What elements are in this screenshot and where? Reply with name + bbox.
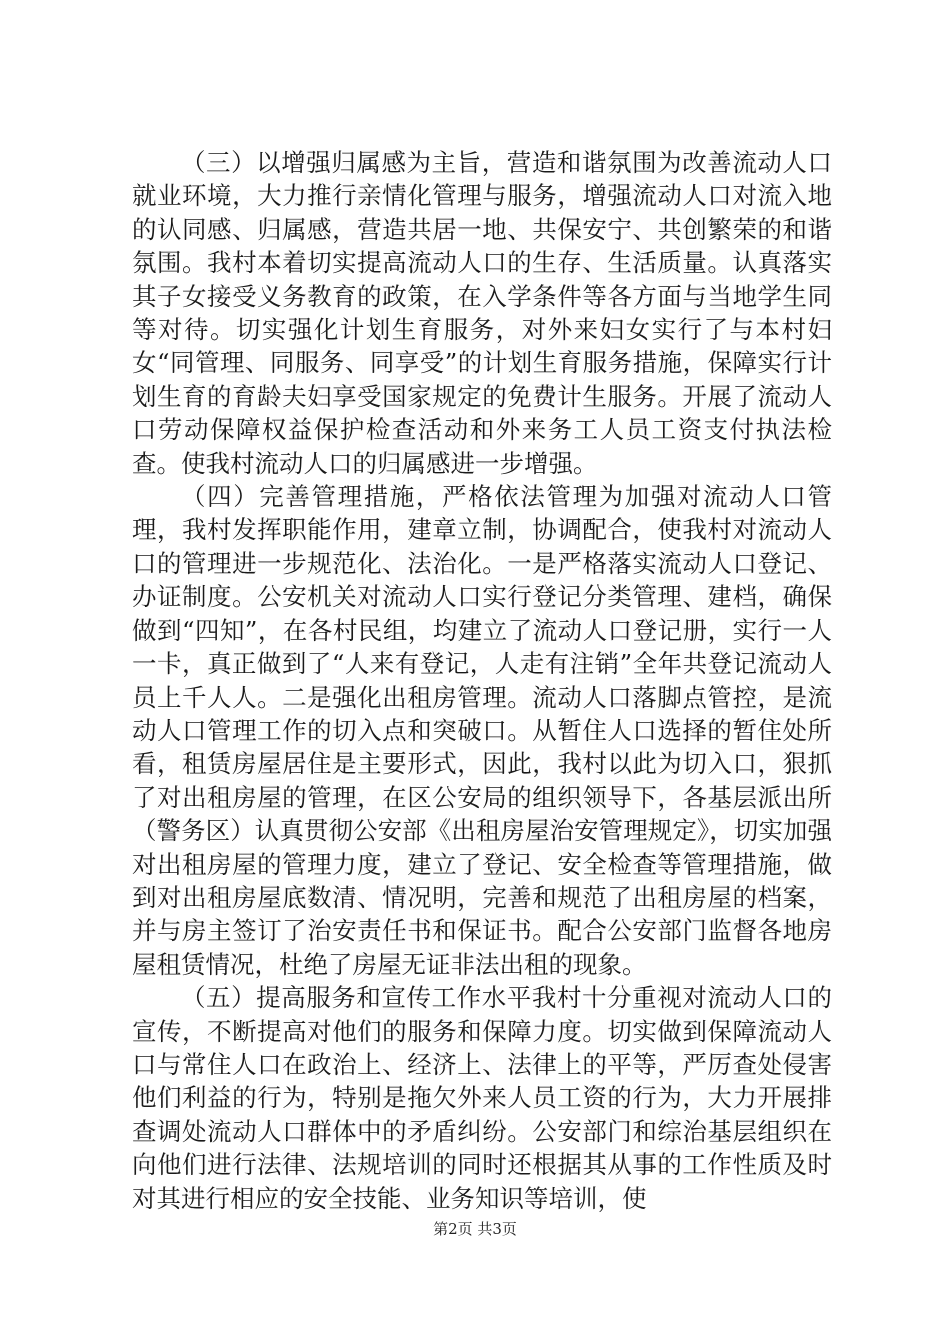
paragraph-section-3: （三）以增强归属感为主旨，营造和谐氛围为改善流动人口就业环境，大力推行亲情化管理与服务，增强流动人口对流入地的认同感、归属感，营造共居一地、共保安宁、共创繁荣的和谐氛围。我村本着切实提高流动人口的生存、生活质量。认真落实其子女接受义务教育的政策，在入学条件等各方面与当地学生同等对待。切实强化计划生育服务，对外来妇女实行了与本村妇女“同管理、同服务、同享受”的计划生育服务措施，保障实行计划生育的育龄夫妇享受国家规定的免费计生服务。开展了流动人口劳动保障权益保护检查活动和外来务工人员工资支付执法检查。使我村流动人口的归属感进一步增强。 <box>132 148 832 478</box>
document-body <box>132 146 832 1215</box>
paragraph-section-5: （五）提高服务和宣传工作水平我村十分重视对流动人口的宣传，不断提高对他们的服务和保障力度。切实做到保障流动人口与常住人口在政治上、经济上、法律上的平等，严厉查处侵害他们利益的行为，特别是拖欠外来人员工资的行为，大力开展排查调处流动人口群体中的矛盾纠纷。公安部门和综治基层组织在向他们进行法律、法规培训的同时还根据其从事的工作性质及时对其进行相应的安全技能、业务知识等培训，使 <box>132 983 832 1213</box>
paragraph-section-4: （四）完善管理措施，严格依法管理为加强对流动人口管理，我村发挥职能作用，建章立制，协调配合，使我村对流动人口的管理进一步规范化、法治化。一是严格落实流动人口登记、办证制度。公安机关对流动人口实行登记分类管理、建档，确保做到“四知”，在各村民组，均建立了流动人口登记册，实行一人一卡，真正做到了“人来有登记，人走有注销”全年共登记流动人员上千人人。二是强化出租房管理。流动人口落脚点管控，是流动人口管理工作的切入点和突破口。从暂住人口选择的暂住处所看，租赁房屋居住是主要形式，因此，我村以此为切入口，狠抓了对出租房屋的管理，在区公安局的组织领导下，各基层派出所（警务区）认真贯彻公安部《出租房屋治安管理规定》，切实加强对出租房屋的管理力度，建立了登记、安全检查等管理措施，做到对出租房屋底数清、情况明，完善和规范了出租房屋的档案，并与房主签订了治安责任书和保证书。配合公安部门监督各地房屋租赁情况，杜绝了房屋无证非法出租的现象。 <box>132 482 832 979</box>
page-number-footer: 第2页 共3页 <box>433 1220 517 1238</box>
